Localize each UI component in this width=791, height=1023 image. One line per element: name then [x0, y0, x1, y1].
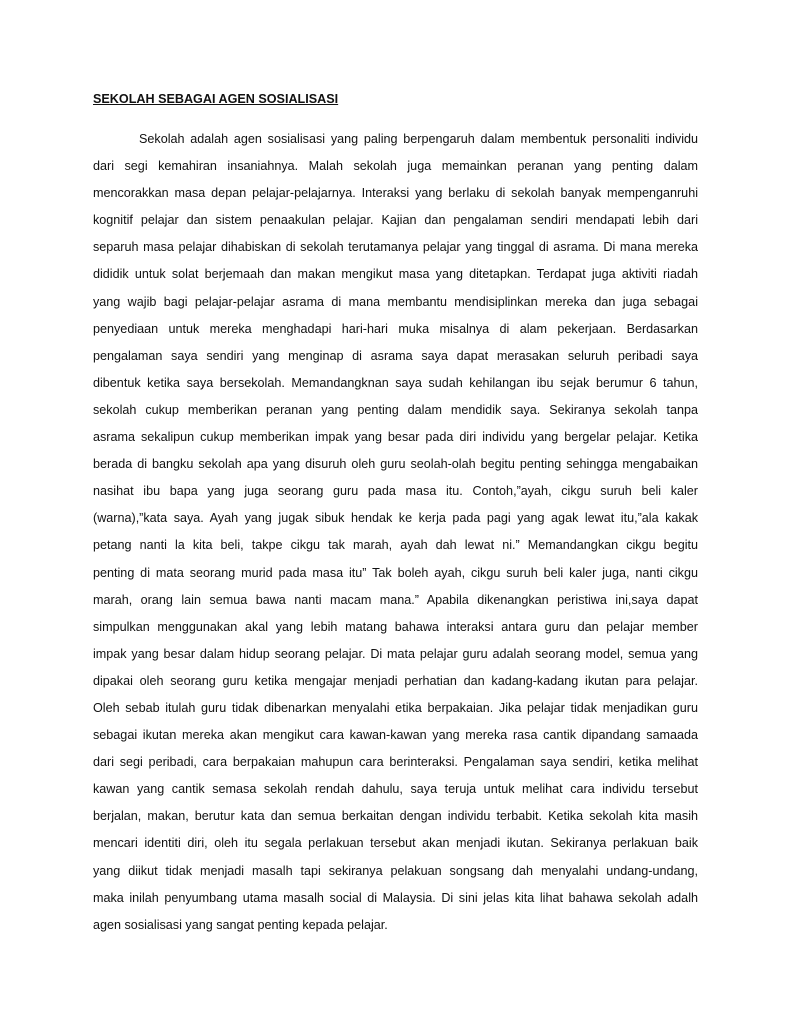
- paragraph-line: yang diikut tidak menjadi masalh tapi sekiranya pelakuan songsang dah menyalahi undang-undang,: [93, 863, 698, 878]
- paragraph-line: (warna),”kata saya. Ayah yang jugak sibuk hendak ke kerja pada pagi yang agak lewat itu,”ala kakak: [93, 511, 698, 526]
- paragraph-line: dari segi kemahiran insaniahnya. Malah sekolah juga memainkan peranan yang penting dalam: [93, 159, 698, 174]
- document-title: SEKOLAH SEBAGAI AGEN SOSIALISASI: [93, 92, 339, 106]
- paragraph-line: penyediaan untuk mereka menghadapi hari-hari muka misalnya di alam pekerjaan. Berdasarkan: [93, 321, 698, 336]
- paragraph-line: maka inilah penyumbang utama masalh social di Malaysia. Di sini jelas kita lihat bahawa sekolah adalh: [93, 890, 698, 905]
- paragraph-line: agen sosialisasi yang sangat penting kepada pelajar.: [93, 917, 388, 932]
- paragraph-line: mencari identiti diri, oleh itu segala perlakuan tersebut akan menjadi ikutan. Sekiranya perlakuan baik: [93, 836, 698, 851]
- paragraph-line: yang wajib bagi pelajar-pelajar asrama di mana membantu mendisiplinkan mereka dan juga sebagai: [93, 294, 698, 309]
- paragraph-line: dididik untuk solat berjemaah dan makan mengikut masa yang ditetapkan. Terdapat juga aktiviti riadah: [93, 267, 698, 282]
- paragraph-line: nasihat ibu bapa yang juga seorang guru pada masa itu. Contoh,”ayah, cikgu suruh beli kaler: [93, 484, 698, 499]
- paragraph-line: pengalaman saya sendiri yang menginap di asrama saya dapat merasakan seluruh peribadi saya: [93, 348, 698, 363]
- paragraph-line: marah, orang lain semua bawa nanti macam mana.” Apabila dikenangkan peristiwa ini,saya dapat: [93, 592, 698, 607]
- paragraph-line: petang nanti la kita beli, takpe cikgu tak marah, ayah dah lewat ni.” Memandangkan cikgu begitu: [93, 538, 698, 553]
- paragraph-line: kawan yang cantik semasa sekolah rendah dahulu, saya teruja untuk melihat cara individu tersebut: [93, 782, 698, 797]
- paragraph-line: sebagai ikutan mereka akan mengikut cara kawan-kawan yang mereka rasa cantik dipandang samaada: [93, 728, 698, 743]
- paragraph-line: dipakai oleh seorang guru ketika mengajar menjadi perhatian dan kadang-kadang ikutan para pelajar.: [93, 673, 698, 688]
- paragraph-line: sekolah cukup memberikan peranan yang penting dalam mendidik saya. Sekiranya sekolah tanpa: [93, 402, 698, 417]
- paragraph-line: asrama sekalipun cukup memberikan impak yang besar pada diri individu yang bergelar pelajar. Ketika: [93, 430, 698, 445]
- paragraph-line: berjalan, makan, berutur kata dan semua berkaitan dengan individu terbabit. Ketika sekolah kita masih: [93, 809, 698, 824]
- paragraph-line: dibentuk ketika saya bersekolah. Memandangknan saya sudah kehilangan ibu sejak berumur 6 tahun,: [93, 375, 698, 390]
- paragraph-line: kognitif pelajar dan sistem penaakulan pelajar. Kajian dan pengalaman sendiri mendapati lebih dari: [93, 213, 698, 228]
- paragraph-line: mencorakkan masa depan pelajar-pelajarnya. Interaksi yang berlaku di sekolah banyak mempenganruhi: [93, 186, 698, 201]
- paragraph-line: Sekolah adalah agen sosialisasi yang paling berpengaruh dalam membentuk personaliti individu: [139, 132, 698, 146]
- paragraph-line: separuh masa pelajar dihabiskan di sekolah terutamanya pelajar yang tinggal di asrama. Di mana mereka: [93, 240, 698, 255]
- paragraph-line: impak yang besar dalam hidup seorang pelajar. Di mata pelajar guru adalah seorang model, semua yang: [93, 646, 698, 661]
- paragraph-line: berada di bangku sekolah apa yang disuruh oleh guru seolah-olah begitu penting sehingga mengabaikan: [93, 457, 698, 472]
- document-paragraph: [93, 126, 698, 939]
- paragraph-line: simpulkan menggunakan akal yang lebih matang bahawa interaksi antara guru dan pelajar member: [93, 619, 698, 634]
- paragraph-line: penting di mata seorang murid pada masa itu” Tak boleh ayah, cikgu suruh beli kaler juga, nanti cikgu: [93, 565, 698, 580]
- paragraph-line: Oleh sebab itulah guru tidak dibenarkan menyalahi etika berpakaian. Jika pelajar tidak menjadikan guru: [93, 700, 698, 715]
- paragraph-line: dari segi peribadi, cara berpakaian mahupun cara berinteraksi. Pengalaman saya sendiri, ketika melihat: [93, 755, 698, 770]
